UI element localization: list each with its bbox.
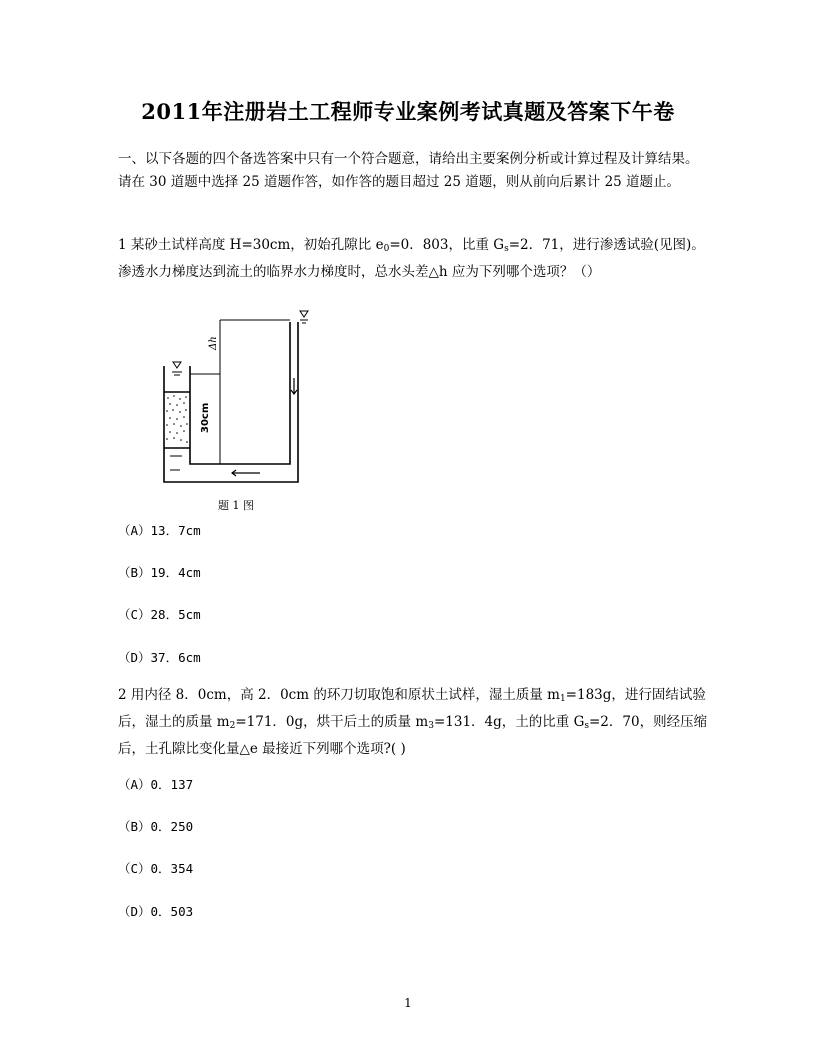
q2-option-b: （B）0．250 <box>118 819 194 834</box>
q2-option-c: （C）0．354 <box>118 861 194 876</box>
q1-option-c: （C）28．5cm <box>118 607 201 622</box>
figure-caption: 题 1 图 <box>218 499 254 512</box>
dh-label: Δh <box>208 336 219 350</box>
q1-option-b: （B）19．4cm <box>118 565 201 580</box>
q1-option-d: （D）37．6cm <box>118 650 201 665</box>
instructions: 一、以下各题的四个备选答案中只有一个符合题意，请给出主要案例分析或计算过程及计算结果。请在 30 道题中选择 25 道题作答，如作答的题目超过 25 道题，则从前向后累计 25 道题止。 <box>118 151 699 190</box>
page-number: 1 <box>404 996 412 1010</box>
question-2-text: 2 用内径 8．0cm，高 2．0cm 的环刀切取饱和原状土试样，湿土质量 $m_1=183g$，进行固结试验后，湿土的质量 $m_2=171$．0g，烘干后土的质量 $m_3=131$．4g，土的比重 $G_s=2$．70，则经压缩后，土孔隙比变化量△e 最接近下列哪个选项?( ) <box>118 687 708 757</box>
page-title: 2011年注册岩土工程师专业案例考试真题及答案下午卷 <box>141 99 675 124</box>
q2-option-a: （A）0．137 <box>118 777 194 792</box>
soil-sample <box>165 393 189 447</box>
question-1-text: 1 某砂土试样高度 H=30cm，初始孔隙比 $e_0=0$．803，比重 $G_s=2$．71，进行渗透试验(见图)。渗透水力梯度达到流土的临界水力梯度时，总水头差△h 应为下列哪个选项？（） <box>118 237 705 280</box>
height-label: 30cm <box>200 402 211 433</box>
q1-option-a: （A）13．7cm <box>118 523 201 538</box>
seepage-test-diagram <box>160 306 330 486</box>
q2-option-d: （D）0．503 <box>118 904 194 919</box>
